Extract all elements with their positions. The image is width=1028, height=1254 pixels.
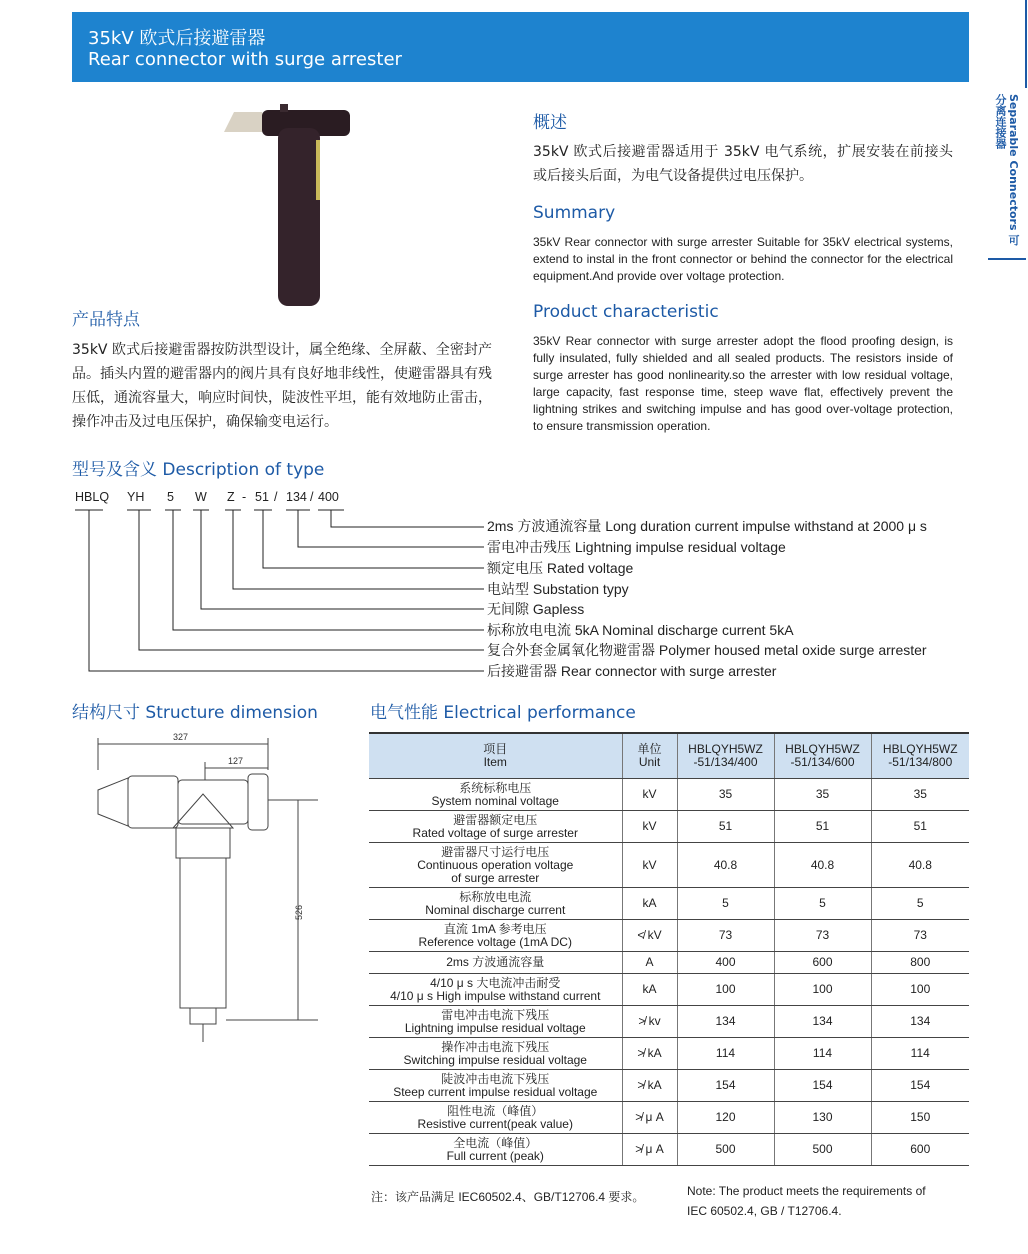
row-unit: ≯ kA xyxy=(622,1038,677,1070)
row-unit: ≮ kV xyxy=(622,920,677,952)
leader-z xyxy=(225,510,484,589)
structure-title xyxy=(72,698,318,723)
performance-table xyxy=(369,732,969,1166)
row-value: 154 xyxy=(774,1070,871,1102)
row-value: 40.8 xyxy=(677,843,774,888)
leader-51 xyxy=(254,510,484,568)
header-title-cn: 35kV 欧式后接避雷器 xyxy=(88,28,266,49)
type-code-slash-1: / xyxy=(274,490,278,504)
leader-134 xyxy=(286,510,484,547)
row-value: 40.8 xyxy=(871,843,969,888)
row-value: 35 xyxy=(677,779,774,811)
table-row xyxy=(369,1070,969,1102)
row-value: 154 xyxy=(677,1070,774,1102)
overview-title: 概述 xyxy=(533,113,567,133)
header-item-en: Item xyxy=(483,755,507,769)
table-row xyxy=(369,811,969,843)
row-item-line: 系统标称电压 xyxy=(459,780,532,795)
row-value: 800 xyxy=(871,952,969,974)
row-item xyxy=(369,1102,622,1134)
row-item-line: Nominal discharge current xyxy=(425,902,566,917)
header-model-name: HBLQYH5WZ xyxy=(688,742,763,756)
electrical-title-cn: 电气性能 xyxy=(370,703,438,723)
type-desc-line: 复合外套金属氧化物避雷器 Polymer housed metal oxide surge arrester xyxy=(487,642,927,658)
type-code-z: Z xyxy=(227,490,235,504)
note-en-line-2: IEC 60502.4, GB / T12706.4. xyxy=(687,1204,842,1218)
header-model-suffix: -51/134/800 xyxy=(888,755,953,769)
header-unit-en: Unit xyxy=(638,755,661,769)
summary-body: 35kV Rear connector with surge arrester Suitable for 35kV electrical systems, extend to instal in the front connector or behind the connector for the electrical equipment.And provide over voltage protection. xyxy=(533,235,953,283)
row-unit: ≯ μ A xyxy=(622,1102,677,1134)
row-item-line: of surge arrester xyxy=(451,870,540,885)
row-value: 35 xyxy=(774,779,871,811)
leader-w xyxy=(193,510,484,609)
type-desc-line: 无间隙 Gapless xyxy=(487,601,585,617)
row-unit: kV xyxy=(622,779,677,811)
table-body xyxy=(369,779,969,1166)
leader-yh xyxy=(127,510,484,650)
table-row xyxy=(369,1134,969,1166)
row-item-line: 陡波冲击电流下残压 xyxy=(441,1071,550,1086)
characteristic-body: 35kV Rear connector with surge arrester adopt the flood proofing design, is fully insulated, fully shielded and all sealed products. The resistors inside of surge arrester has good nonlinearity.so the arrester with low residual voltage, large capacity, fast response time, steep wave flat, effectively prevent the lightning strikes and switching impulse and has good over-voltage protection, to ensure transmission operation. xyxy=(533,334,953,433)
row-value: 100 xyxy=(677,974,774,1006)
row-item-line: System nominal voltage xyxy=(431,793,559,808)
electrical-title-en: Electrical performance xyxy=(443,703,636,723)
row-unit: ≯ kv xyxy=(622,1006,677,1038)
leader-5 xyxy=(165,510,484,630)
row-item xyxy=(369,974,622,1006)
row-item-line: 直流 1mA 参考电压 xyxy=(443,921,547,936)
row-item-line: 全电流（峰值） xyxy=(453,1135,538,1150)
type-desc-line: 后接避雷器 Rear connector with surge arrester xyxy=(487,663,777,679)
row-value: 600 xyxy=(871,1134,969,1166)
header-unit xyxy=(622,733,677,779)
row-unit: kV xyxy=(622,811,677,843)
row-value: 114 xyxy=(677,1038,774,1070)
note-cn: 注：该产品满足 IEC60502.4、GB/T12706.4 要求。 xyxy=(371,1190,645,1204)
type-title-cn: 型号及含义 xyxy=(72,460,157,480)
header-model-name: HBLQYH5WZ xyxy=(882,742,958,756)
structure-title-en: Structure dimension xyxy=(145,703,318,723)
row-value: 40.8 xyxy=(774,843,871,888)
row-item-line: Switching impulse residual voltage xyxy=(403,1052,587,1067)
table-row xyxy=(369,952,969,974)
dim-327: 327 xyxy=(173,732,189,742)
row-value: 5 xyxy=(871,888,969,920)
row-item xyxy=(369,888,622,920)
table-row xyxy=(369,888,969,920)
row-value: 134 xyxy=(677,1006,774,1038)
type-code-slash-2: / xyxy=(310,490,314,504)
row-item-line: 避雷器尺寸运行电压 xyxy=(441,844,550,859)
header-model-600 xyxy=(774,733,871,779)
row-value: 114 xyxy=(774,1038,871,1070)
features-body: 35kV 欧式后接避雷器按防洪型设计，属全绝缘、全屏蔽、全密封产品。插头内置的避雷器内的阀片具有良好地非线性，使避雷器具有残压低，通流容量大，响应时间快，陡波性平坦，能有效地防止雷击，操作冲击及过电压保护，确保输变电运行。 xyxy=(72,342,492,430)
row-value: 400 xyxy=(677,952,774,974)
row-value: 51 xyxy=(677,811,774,843)
leader-hblq xyxy=(75,510,484,671)
row-item xyxy=(369,952,622,974)
row-item-line: Full current (peak) xyxy=(446,1148,544,1163)
summary-title: Summary xyxy=(533,203,616,223)
row-unit: kA xyxy=(622,888,677,920)
row-value: 51 xyxy=(774,811,871,843)
row-item-line: Steep current impulse residual voltage xyxy=(393,1084,598,1099)
header-model-suffix: -51/134/600 xyxy=(790,755,855,769)
row-item xyxy=(369,1070,622,1102)
type-desc-line: 2ms 方波通流容量 Long duration current impulse withstand at 2000 μ s xyxy=(487,518,927,534)
row-item-line: 雷电冲击电流下残压 xyxy=(441,1007,550,1022)
type-code-hblq: HBLQ xyxy=(75,490,110,504)
row-value: 73 xyxy=(677,920,774,952)
side-tab-cn: 可分离连接器 xyxy=(994,94,1020,246)
header-model-name: HBLQYH5WZ xyxy=(785,742,860,756)
header-model-800 xyxy=(871,733,969,779)
header-item-cn: 项目 xyxy=(483,742,508,756)
row-item-line: Resistive current(peak value) xyxy=(417,1116,573,1131)
table-row xyxy=(369,843,969,888)
table-row xyxy=(369,1102,969,1134)
side-tab-en: Separable Connectors xyxy=(1007,94,1020,231)
row-item xyxy=(369,1006,622,1038)
row-value: 100 xyxy=(774,974,871,1006)
row-value: 130 xyxy=(774,1102,871,1134)
type-code-400: 400 xyxy=(318,490,339,504)
row-unit: kA xyxy=(622,974,677,1006)
row-item-line: 操作冲击电流下残压 xyxy=(441,1039,550,1054)
table-header-row xyxy=(369,733,969,779)
row-value: 500 xyxy=(677,1134,774,1166)
overview-body: 35kV 欧式后接避雷器适用于 35kV 电气系统，扩展安装在前接头或后接头后面，为电气设备提供过电压保护。 xyxy=(533,144,953,184)
header-model-suffix: -51/134/400 xyxy=(693,755,758,769)
structure-drawing xyxy=(88,730,348,1050)
row-unit: ≯ kA xyxy=(622,1070,677,1102)
row-item-line: Continuous operation voltage xyxy=(417,857,574,872)
row-item xyxy=(369,811,622,843)
row-item-line: 阻性电流（峰值） xyxy=(447,1103,544,1118)
row-unit: A xyxy=(622,952,677,974)
row-item-line: Rated voltage of surge arrester xyxy=(412,825,578,840)
note-en-line-1: Note: The product meets the requirements of xyxy=(687,1184,926,1198)
row-item xyxy=(369,1134,622,1166)
table-row xyxy=(369,1006,969,1038)
table-row xyxy=(369,779,969,811)
header-unit-cn: 单位 xyxy=(637,742,662,756)
row-item xyxy=(369,920,622,952)
type-code-yh: YH xyxy=(127,490,145,504)
row-value: 73 xyxy=(774,920,871,952)
row-value: 120 xyxy=(677,1102,774,1134)
row-value: 114 xyxy=(871,1038,969,1070)
header-item xyxy=(369,733,622,779)
row-value: 5 xyxy=(677,888,774,920)
type-desc-line: 额定电压 Rated voltage xyxy=(487,560,634,576)
type-desc-line: 标称放电电流 5kA Nominal discharge current 5kA xyxy=(487,622,794,638)
structure-title-cn: 结构尺寸 xyxy=(72,703,140,723)
row-value: 500 xyxy=(774,1134,871,1166)
row-item-line: 避雷器额定电压 xyxy=(453,812,538,827)
table-row xyxy=(369,920,969,952)
electrical-title xyxy=(370,698,636,723)
dim-526: 526 xyxy=(294,904,304,920)
dim-127: 127 xyxy=(228,756,244,766)
row-item xyxy=(369,1038,622,1070)
row-item-line: 2ms 方波通流容量 xyxy=(446,955,545,969)
type-code-dash: - xyxy=(242,490,247,504)
row-unit: kV xyxy=(622,843,677,888)
type-code-5: 5 xyxy=(167,490,174,504)
type-code-134: 134 xyxy=(286,490,307,504)
type-title-en: Description of type xyxy=(162,460,325,480)
features-title: 产品特点 xyxy=(72,310,140,330)
table-row xyxy=(369,974,969,1006)
row-item xyxy=(369,843,622,888)
table-row xyxy=(369,1038,969,1070)
row-item-line: 标称放电电流 xyxy=(459,889,532,904)
row-value: 134 xyxy=(871,1006,969,1038)
row-item-line: 4/10 μ s High impulse withstand current xyxy=(390,988,601,1003)
row-value: 35 xyxy=(871,779,969,811)
type-code-51: 51 xyxy=(255,490,269,504)
header-title-en: Rear connector with surge arrester xyxy=(88,49,402,70)
row-value: 150 xyxy=(871,1102,969,1134)
row-item xyxy=(369,779,622,811)
type-desc-line: 电站型 Substation typy xyxy=(487,581,629,597)
leader-400 xyxy=(318,510,484,527)
row-item-line: Lightning impulse residual voltage xyxy=(404,1020,586,1035)
row-item-line: 4/10 μ s 大电流冲击耐受 xyxy=(430,975,561,990)
type-code-w: W xyxy=(195,490,207,504)
type-desc-line: 雷电冲击残压 Lightning impulse residual voltage xyxy=(487,539,786,555)
row-value: 73 xyxy=(871,920,969,952)
row-value: 5 xyxy=(774,888,871,920)
row-value: 100 xyxy=(871,974,969,1006)
header-model-400 xyxy=(677,733,774,779)
row-value: 154 xyxy=(871,1070,969,1102)
row-value: 600 xyxy=(774,952,871,974)
row-item-line: Reference voltage (1mA DC) xyxy=(418,934,572,949)
row-unit: ≯ μ A xyxy=(622,1134,677,1166)
row-value: 51 xyxy=(871,811,969,843)
row-value: 134 xyxy=(774,1006,871,1038)
characteristic-title: Product characteristic xyxy=(533,302,719,322)
